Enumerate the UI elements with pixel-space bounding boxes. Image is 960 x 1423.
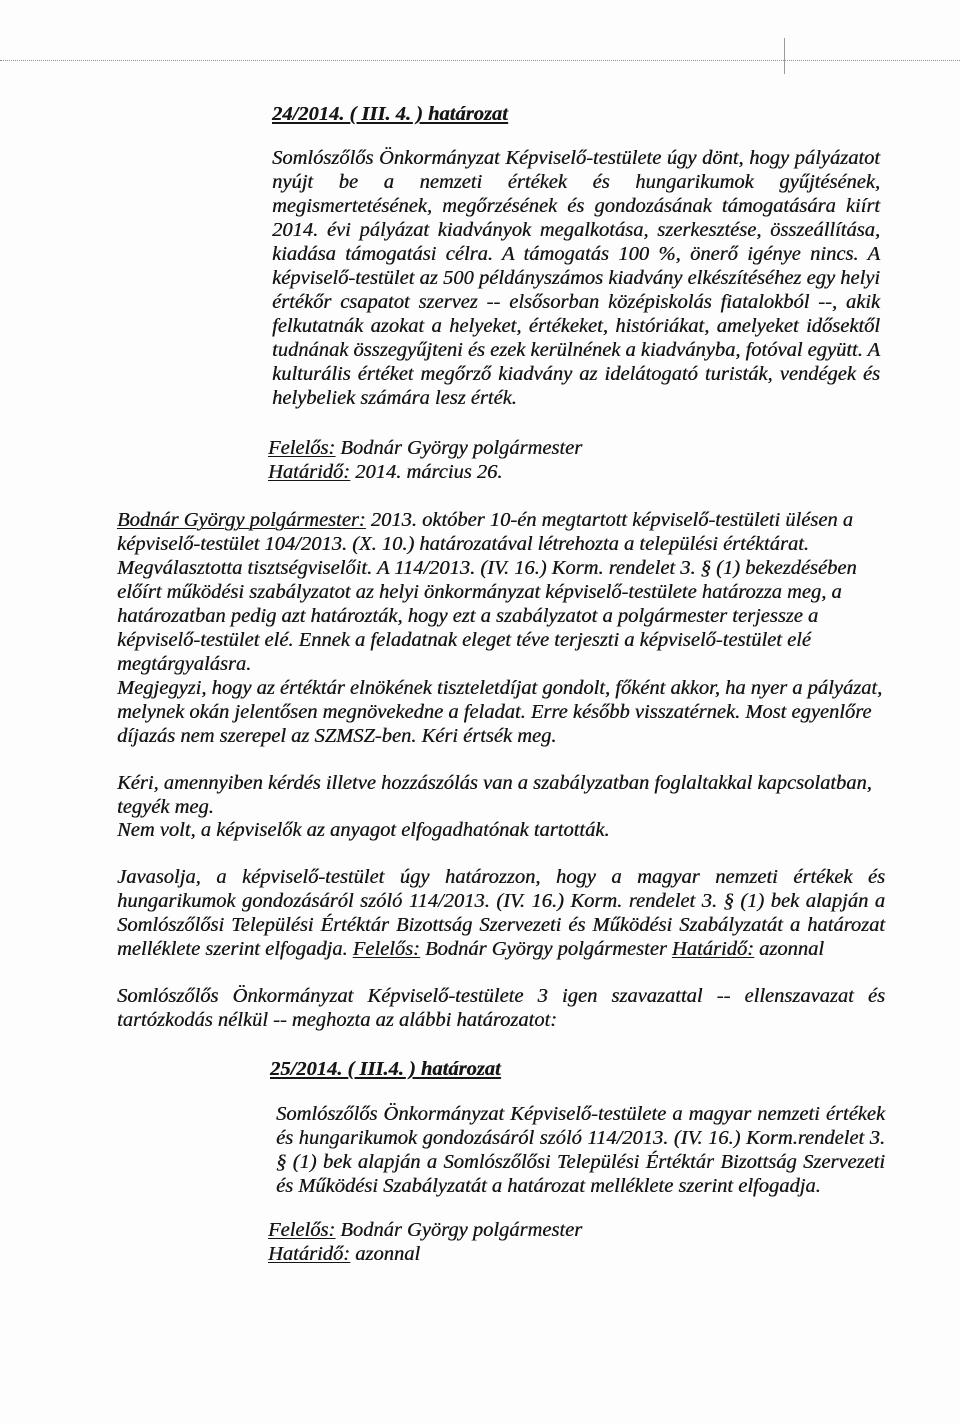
deadline-label: Határidő: [671,938,754,960]
resolution-25-heading: 25/2014. ( III.4. ) határozat [270,1058,501,1080]
responsible-label: Felelős: [268,1219,336,1241]
scan-top-rule [0,60,960,61]
mayor-statement-line: határozatban pedig azt határozták, hogy ezt a szabályzatot a polgármester terjessze a [117,605,819,627]
mayor-statement-line: megtárgyalásra. [117,653,252,675]
responsible-label: Felelős: [268,437,336,459]
responsible-line [268,436,582,460]
questions-paragraph [117,772,872,843]
mayor-statement-line: Megjegyzi, hogy az értéktár elnökének tiszteletdíjat gondolt, főként akkor, ha nyer a pályázat, [117,677,883,699]
resolution-25-line: és hungarikumok gondozásáról szóló 114/2013. (IV. 16.) Korm.rendelet 3. [276,1127,885,1149]
responsible-label: Felelős: [352,938,420,960]
mayor-statement-text: 2013. október 10-én megtartott képviselő-testületi ülésen a [370,509,853,531]
proposal-line: Javasolja, a képviselő-testület úgy határozzon, hogy a magyar nemzeti értékek és [117,866,885,888]
proposal-line: hungarikumok gondozásáról szóló 114/2013. (IV. 16.) Korm. rendelet 3. § (1) bek alapján a [117,890,885,912]
responsible-name: Bodnár György polgármester [340,1219,583,1241]
questions-line: Nem volt, a képviselők az anyagot elfogadhatónak tartották. [117,819,610,841]
resolution-24-line: kiadása támogatási célra. A támogatás 100 %, önerő igénye nincs. A [272,243,880,265]
proposal-paragraph [117,865,885,961]
mayor-statement-line: képviselő-testület elé. Ennek a feladatnak eleget téve terjeszti a képviselő-testület elé [117,629,811,651]
proposal-line-text: melléklete szerint elfogadja. [117,938,348,960]
deadline-line [268,460,582,484]
deadline-label: Határidő: [268,461,350,483]
resolution-24-line: Somlószőlős Önkormányzat Képviselő-testülete úgy dönt, hogy pályázatot [272,147,880,169]
resolution-24-body [272,146,880,410]
resolution-24-line: értékőr csapatot szervez -- elsősorban középiskolás fiatalokból --, akik [272,291,880,313]
vote-paragraph [117,984,885,1032]
deadline-value: azonnal [355,1243,421,1265]
resolution-24-line: felkutatnák azokat a helyeket, értékeket, históriákat, amelyeket idősektől [272,315,880,337]
scan-edge-mark [784,38,785,74]
resolution-25-line: § (1) bek alapján a Somlószőlősi Települési Értéktár Bizottság Szervezeti [276,1151,885,1173]
deadline-line [268,1242,582,1266]
resolution-25-meta [268,1218,582,1266]
mayor-statement-line: Megválasztotta tisztségviselőit. A 114/2013. (IV. 16.) Korm. rendelet 3. § (1) bekezdésében [117,557,857,579]
resolution-24-meta [268,436,582,484]
resolution-24-heading: 24/2014. ( III. 4. ) határozat [272,103,508,125]
resolution-24-line: megismertetésének, megőrzésének és gondozásának támogatására kiírt [272,195,880,217]
deadline-value: azonnal [759,938,824,960]
deadline-value: 2014. március 26. [355,461,503,483]
resolution-24-line: tudnának összegyűjteni és ezek kerülnének a kiadványba, fotóval együtt. A [272,339,880,361]
resolution-24-line: nyújt be a nemzeti értékek és hungarikumok gyűjtésének, [272,171,880,193]
proposal-line: Somlószőlősi Települési Értéktár Bizottság Szervezeti és Működési Szabályzatát a határozat [117,914,885,936]
resolution-25-line: Somlószőlős Önkormányzat Képviselő-testülete a magyar nemzeti értékek [276,1103,885,1125]
proposal-line [117,937,885,961]
resolution-24-line: kulturális értéket megőrző kiadvány az idelátogató turisták, vendégek és [272,363,880,385]
resolution-25-body [276,1102,885,1198]
resolution-24-line: helybeliek számára lesz érték. [272,387,517,409]
questions-line: tegyék meg. [117,795,214,818]
speaker-name: Bodnár György polgármester: [117,509,366,531]
responsible-name: Bodnár György polgármester [425,938,667,960]
vote-line: tartózkodás nélkül -- meghozta az alábbi határozatot: [117,1009,557,1031]
mayor-statement-line: díjazás nem szerepel az SZMSZ-ben. Kéri értsék meg. [117,725,557,747]
mayor-statement-line: melynek okán jelentősen megnövekedne a feladat. Erre később visszatérnek. Most egyenlőre [117,701,872,723]
responsible-name: Bodnár György polgármester [340,437,583,459]
vote-line: Somlószőlős Önkormányzat Képviselő-testülete 3 igen szavazattal -- ellenszavazat és [117,985,885,1007]
resolution-25-line: és Működési Szabályzatát a határozat melléklete szerint elfogadja. [276,1175,821,1197]
resolution-24-line: képviselő-testület az 500 példányszámos kiadvány elkészítéséhez egy helyi [272,267,880,289]
responsible-line [268,1218,582,1242]
mayor-statement-line: képviselő-testület 104/2013. (X. 10.) határozatával létrehozta a települési értéktárat. [117,533,809,555]
mayor-statement-line [117,508,882,532]
resolution-24-line: 2014. évi pályázat kiadványok megalkotása, szerkesztése, összeállítása, [272,219,880,241]
mayor-statement [117,508,882,748]
questions-line: Kéri, amennyiben kérdés illetve hozzászólás van a szabályzatban foglaltakkal kapcsolatban, [117,772,872,794]
mayor-statement-line: előírt működési szabályzatot az helyi önkormányzat képviselő-testülete határozza meg, a [117,581,842,603]
deadline-label: Határidő: [268,1243,350,1265]
